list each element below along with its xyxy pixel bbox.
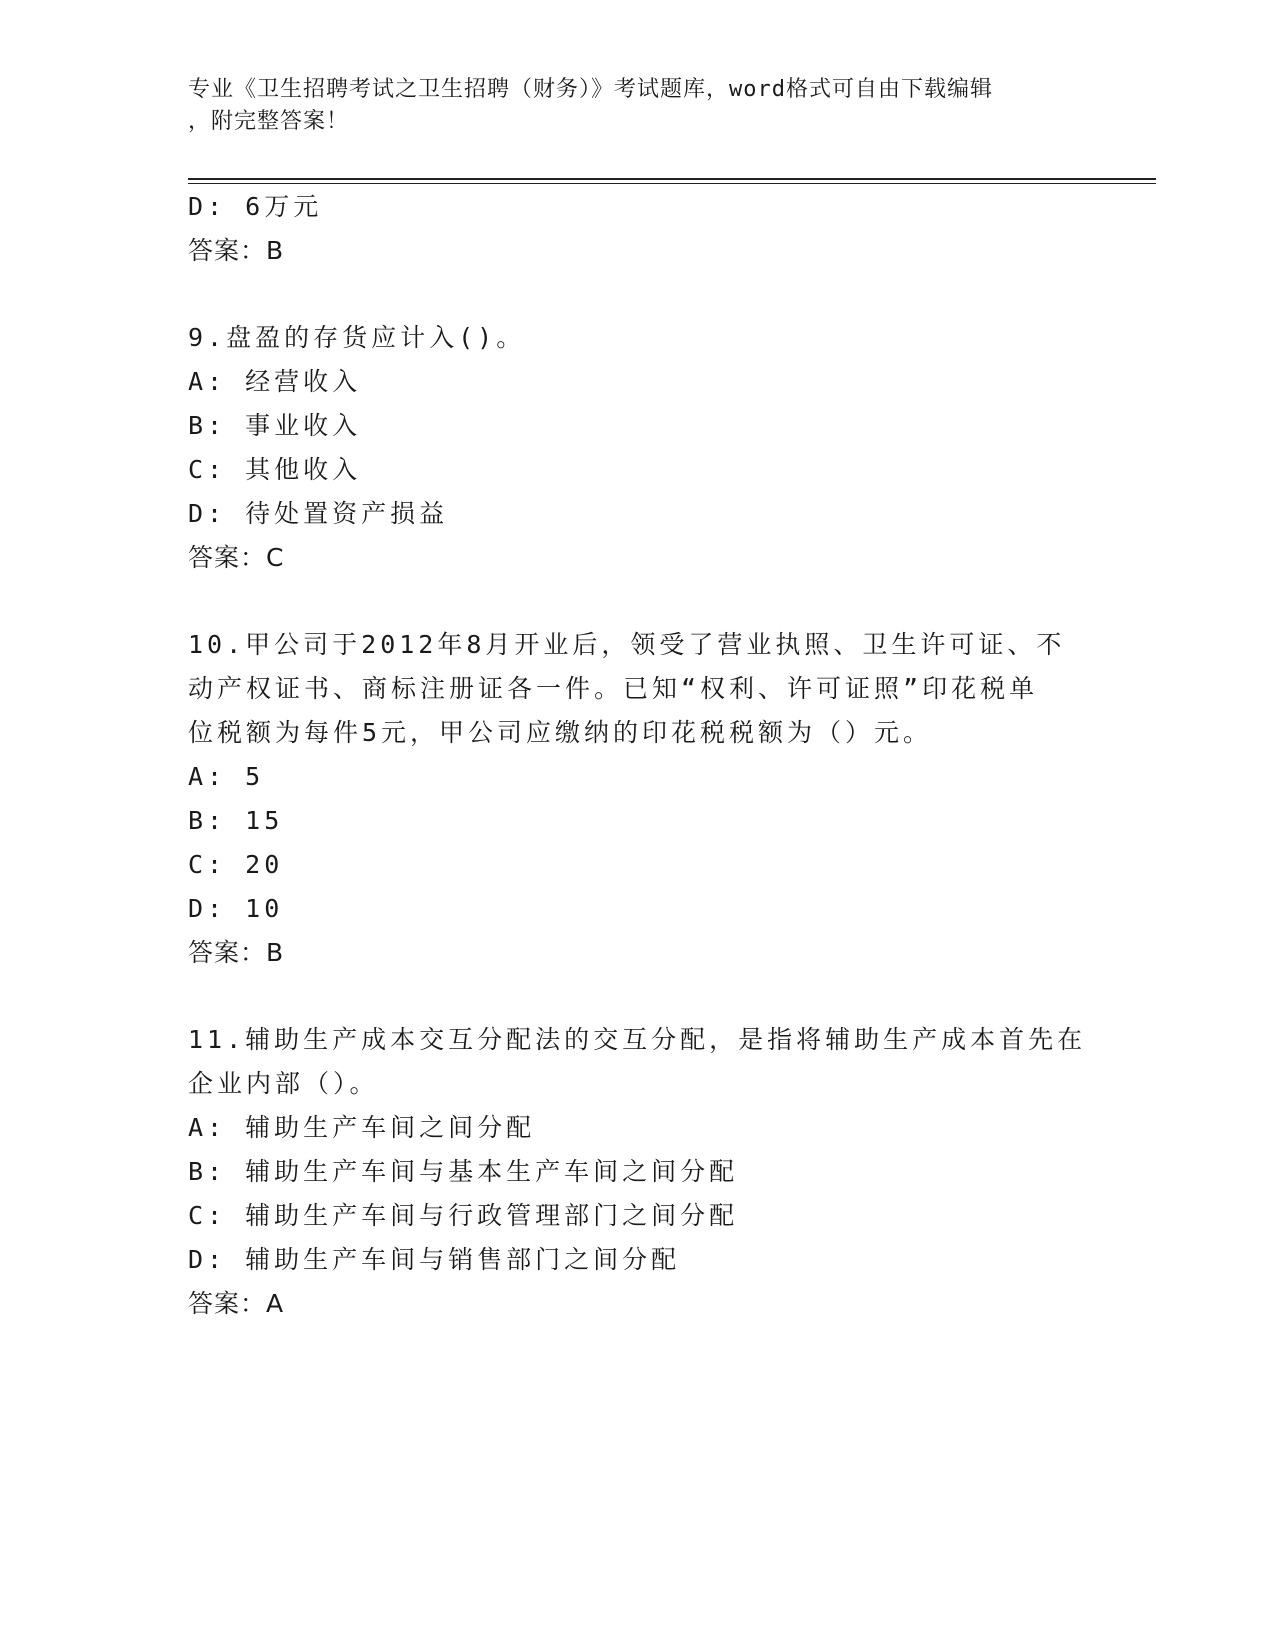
q10-option-a: A: 5 xyxy=(188,762,265,791)
header-line-2: ，附完整答案！ xyxy=(188,109,350,134)
q11-option-d: D: 辅助生产车间与销售部门之间分配 xyxy=(188,1245,681,1274)
q10-option-d: D: 10 xyxy=(188,894,284,923)
q10-option-c: C: 20 xyxy=(188,850,284,879)
prev-answer: 答案：B xyxy=(188,236,285,265)
q10-stem-line-1: 10.甲公司于2012年8月开业后，领受了营业执照、卫生许可证、不 xyxy=(188,630,1066,659)
q9-answer: 答案：C xyxy=(188,543,285,572)
header-divider-thin xyxy=(188,183,1156,184)
document-header xyxy=(188,74,1088,138)
q11-stem-line-1: 11.辅助生产成本交互分配法的交互分配，是指将辅助生产成本首先在 xyxy=(188,1025,1087,1054)
q10-answer: 答案：B xyxy=(188,938,285,967)
q9-option-b: B: 事业收入 xyxy=(188,411,362,440)
q10-option-b: B: 15 xyxy=(188,806,284,835)
q11-option-a: A: 辅助生产车间之间分配 xyxy=(188,1113,536,1142)
q9-stem: 9.盘盈的存货应计入()。 xyxy=(188,323,526,352)
q11-option-c: C: 辅助生产车间与行政管理部门之间分配 xyxy=(188,1201,739,1230)
prev-option-d: D: 6万元 xyxy=(188,192,323,221)
q11-stem-line-2: 企业内部（）。 xyxy=(188,1069,379,1098)
q9-option-d: D: 待处置资产损益 xyxy=(188,499,449,528)
q10-stem-line-3: 位税额为每件5元，甲公司应缴纳的印花税税额为（）元。 xyxy=(188,718,933,747)
q11-option-b: B: 辅助生产车间与基本生产车间之间分配 xyxy=(188,1157,739,1186)
q11-answer: 答案：A xyxy=(188,1289,285,1318)
header-divider-thick xyxy=(188,178,1156,180)
q9-option-c: C: 其他收入 xyxy=(188,455,362,484)
header-line-1: 专业《卫生招聘考试之卫生招聘（财务）》考试题库，word格式可自由下载编辑 xyxy=(188,77,993,102)
q10-stem-line-2: 动产权证书、商标注册证各一件。已知“权利、许可证照”印花税单 xyxy=(188,674,1039,703)
q9-option-a: A: 经营收入 xyxy=(188,367,362,396)
